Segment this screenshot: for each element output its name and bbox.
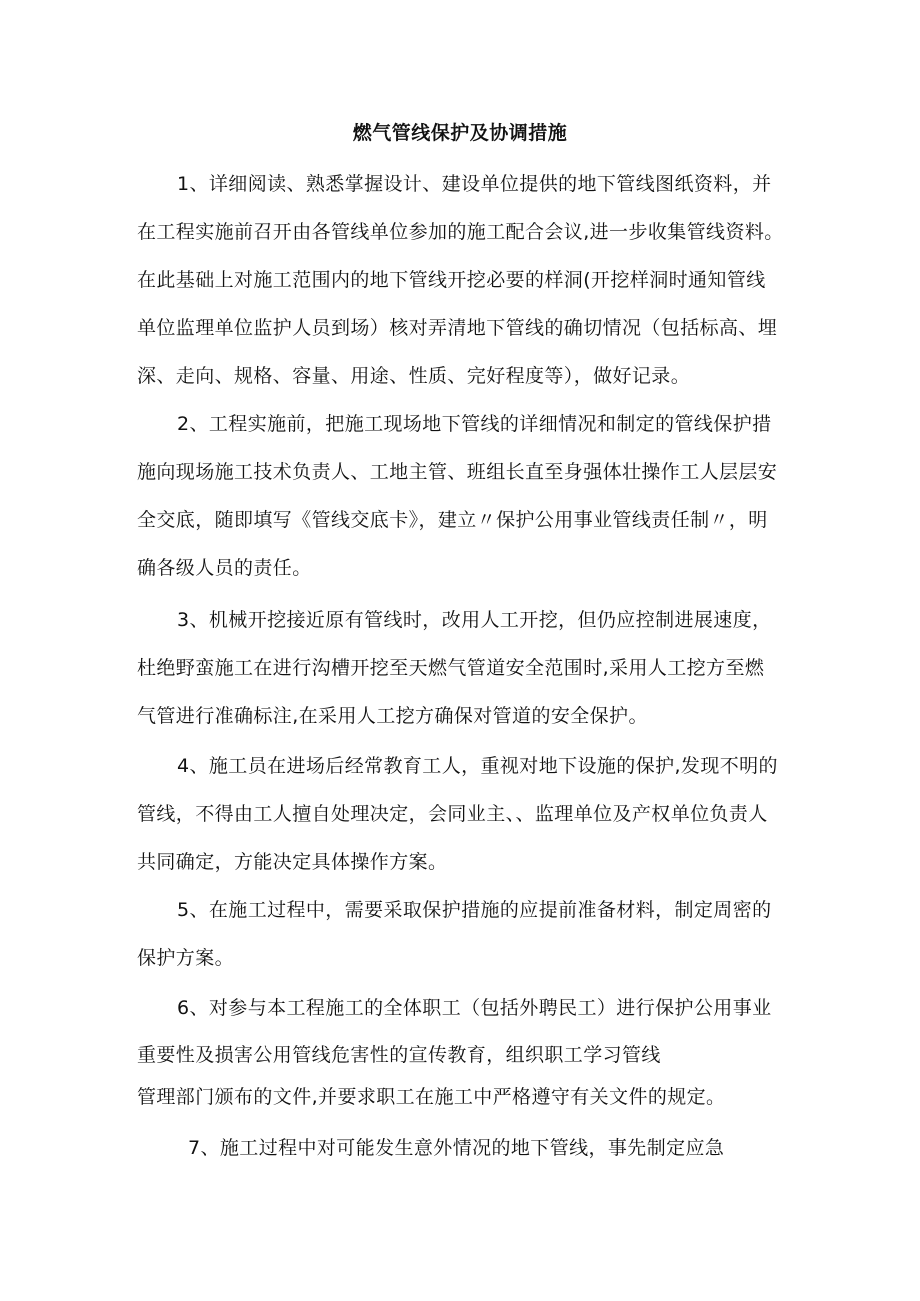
paragraph-line: 全交底，随即填写《管线交底卡》，建立〃保护公用事业管线责任制〃，明 bbox=[137, 509, 768, 531]
paragraph-line: 气管进行准确标注,在采用人工挖方确保对管道的安全保护。 bbox=[137, 705, 648, 727]
paragraph-line: 1、详细阅读、熟悉掌握设计、建设单位提供的地下管线图纸资料，并 bbox=[177, 173, 772, 195]
paragraph-line: 在工程实施前召开由各管线单位参加的施工配合会议,进一步收集管线资料。 bbox=[137, 221, 784, 243]
paragraph-line: 施向现场施工技术负责人、工地主管、班组长直至身强体壮操作工人层层安 bbox=[137, 461, 778, 483]
paragraph-2 bbox=[137, 400, 789, 592]
paragraph-7 bbox=[148, 1124, 800, 1172]
paragraph-line: 单位监理单位监护人员到场）核对弄清地下管线的确切情况（包括标高、埋 bbox=[137, 317, 778, 339]
paragraph-line: 5、在施工过程中，需要采取保护措施的应提前准备材料，制定周密的 bbox=[177, 899, 772, 921]
paragraph-line: 3、机械开挖接近原有管线时，改用人工开挖，但仍应控制进展速度， bbox=[177, 609, 772, 631]
paragraph-line: 深、走向、规格、容量、用途、性质、完好程度等），做好记录。 bbox=[137, 365, 691, 387]
paragraph-line: 6、对参与本工程施工的全体职工（包括外聘民工）进行保护公用事业 bbox=[177, 997, 772, 1019]
paragraph-line: 4、施工员在进场后经常教育工人，重视对地下设施的保护,发现不明的 bbox=[177, 755, 778, 777]
document-title: 燃气管线保护及协调措施 bbox=[352, 122, 568, 144]
paragraph-line: 2、工程实施前，把施工现场地下管线的详细情况和制定的管线保护措 bbox=[177, 413, 772, 435]
paragraph-line: 重要性及损害公用管线危害性的宣传教育，组织职工学习管线 bbox=[137, 1044, 661, 1066]
paragraph-line: 7、施工过程中对可能发生意外情况的地下管线，事先制定应急 bbox=[188, 1137, 725, 1159]
paragraph-line: 共同确定，方能决定具体操作方案。 bbox=[137, 851, 448, 873]
paragraph-3 bbox=[137, 596, 789, 740]
paragraph-5 bbox=[137, 886, 789, 982]
paragraph-line: 在此基础上对施工范围内的地下管线开挖必要的样洞(开挖样洞时通知管线 bbox=[137, 269, 766, 291]
paragraph-line: 确各级人员的责任。 bbox=[137, 557, 312, 579]
paragraph-6 bbox=[137, 984, 789, 1116]
paragraph-line: 管理部门颁布的文件,并要求职工在施工中严格遵守有关文件的规定。 bbox=[137, 1086, 726, 1108]
paragraph-line: 杜绝野蛮施工在进行沟槽开挖至天燃气管道安全范围时,采用人工挖方至燃 bbox=[137, 657, 765, 679]
paragraph-1 bbox=[137, 160, 789, 400]
paragraph-line: 保护方案。 bbox=[137, 947, 235, 969]
paragraph-line: 管线，不得由工人擅自处理决定，会同业主、、监理单位及产权单位负责人 bbox=[137, 803, 768, 825]
paragraph-4 bbox=[137, 742, 789, 886]
